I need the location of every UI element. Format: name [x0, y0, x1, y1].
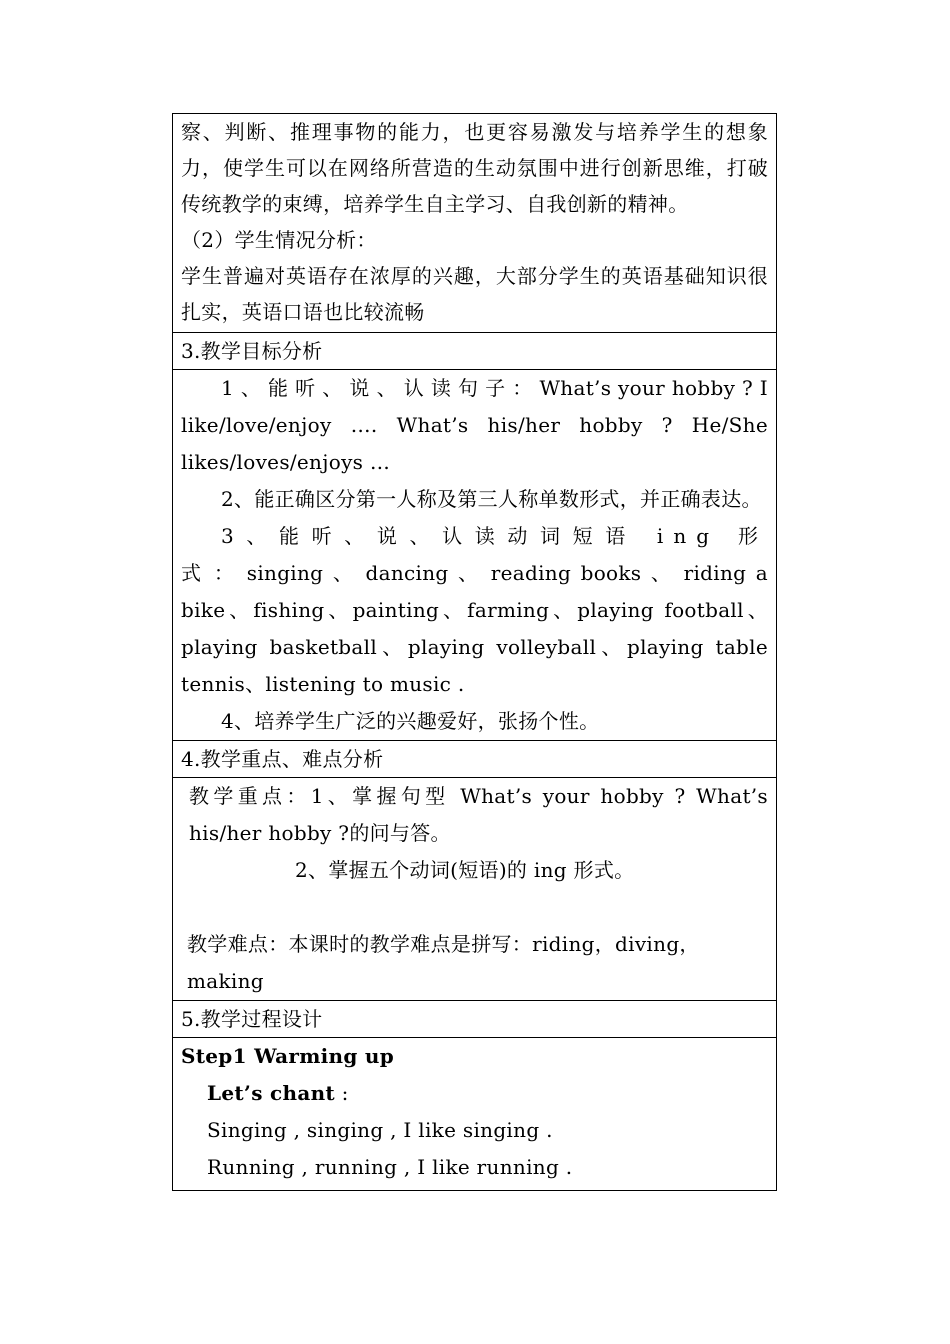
- goal-3-text: singing 、 dancing 、 reading books 、 riding a bike、fishing、painting、farming、playing football、playing basketball、playing volleyball、playing table tennis、listening to music .: [181, 561, 769, 696]
- section5-body-cell: [173, 1038, 777, 1191]
- section3-heading-cell: [173, 333, 777, 370]
- goal-1: [181, 370, 768, 481]
- section5-heading-row: [173, 1001, 777, 1038]
- blank-line: [181, 889, 768, 926]
- goal-1-prefix: 1、能听、说、认读句子：: [221, 376, 540, 400]
- chant-heading: [181, 1075, 768, 1112]
- section3-heading: 3.教学目标分析: [181, 339, 323, 363]
- goal-4: 4、培养学生广泛的兴趣爱好，张扬个性。: [221, 709, 600, 733]
- student-analysis-text: 学生普遍对英语存在浓厚的兴趣，大部分学生的英语基础知识很扎实，英语口语也比较流畅: [181, 264, 768, 324]
- intro-paragraph: 察、判断、推理事物的能力，也更容易激发与培养学生的想象力，使学生可以在网络所营造的生动氛围中进行创新思维，打破传统教学的束缚，培养学生自主学习、自我创新的精神。: [181, 120, 768, 216]
- key-point-2: 2、掌握五个动词(短语)的 ing 形式。: [295, 858, 635, 882]
- section3-body-row: [173, 370, 777, 741]
- section5-body-row: [173, 1038, 777, 1191]
- section3-heading-row: [173, 333, 777, 370]
- section-intro-row: [173, 114, 777, 333]
- section4-heading-cell: [173, 741, 777, 778]
- key-point-1: 教学重点：1、掌握句型 What’s your hobby ? What’s his/her hobby ?的问与答。: [189, 784, 768, 845]
- goal-3: [181, 518, 768, 703]
- section5-heading: 5.教学过程设计: [181, 1007, 323, 1031]
- section4-body-cell: [173, 778, 777, 1001]
- difficulty-point: 教学难点：本课时的教学难点是拼写：riding，diving，making: [187, 932, 700, 993]
- section5-heading-cell: [173, 1001, 777, 1038]
- section4-body-row: [173, 778, 777, 1001]
- student-analysis-heading: （2）学生情况分析：: [181, 228, 377, 252]
- goal-2: 2、能正确区分第一人称及第三人称单数形式，并正确表达。: [221, 487, 762, 511]
- chant-line: Singing , singing , I like singing .: [207, 1118, 553, 1142]
- goal-3-prefix: 3、能听、说、认读动词短语 ing 形式：: [181, 524, 768, 585]
- section-intro-cell: [173, 114, 777, 333]
- chant-line: Running , running , I like running .: [207, 1155, 573, 1179]
- lesson-plan-table: [172, 113, 777, 1191]
- section4-heading: 4.教学重点、难点分析: [181, 747, 384, 771]
- section3-body-cell: [173, 370, 777, 741]
- section4-heading-row: [173, 741, 777, 778]
- goal-1-text: What’s your hobby ? I like/love/enjoy …. What’s his/her hobby ? He/She likes/loves/enjoys …: [181, 376, 768, 474]
- chant-colon: :: [334, 1081, 349, 1105]
- chant-label: Let’s chant: [207, 1081, 335, 1105]
- step-title: Step1 Warming up: [181, 1044, 395, 1068]
